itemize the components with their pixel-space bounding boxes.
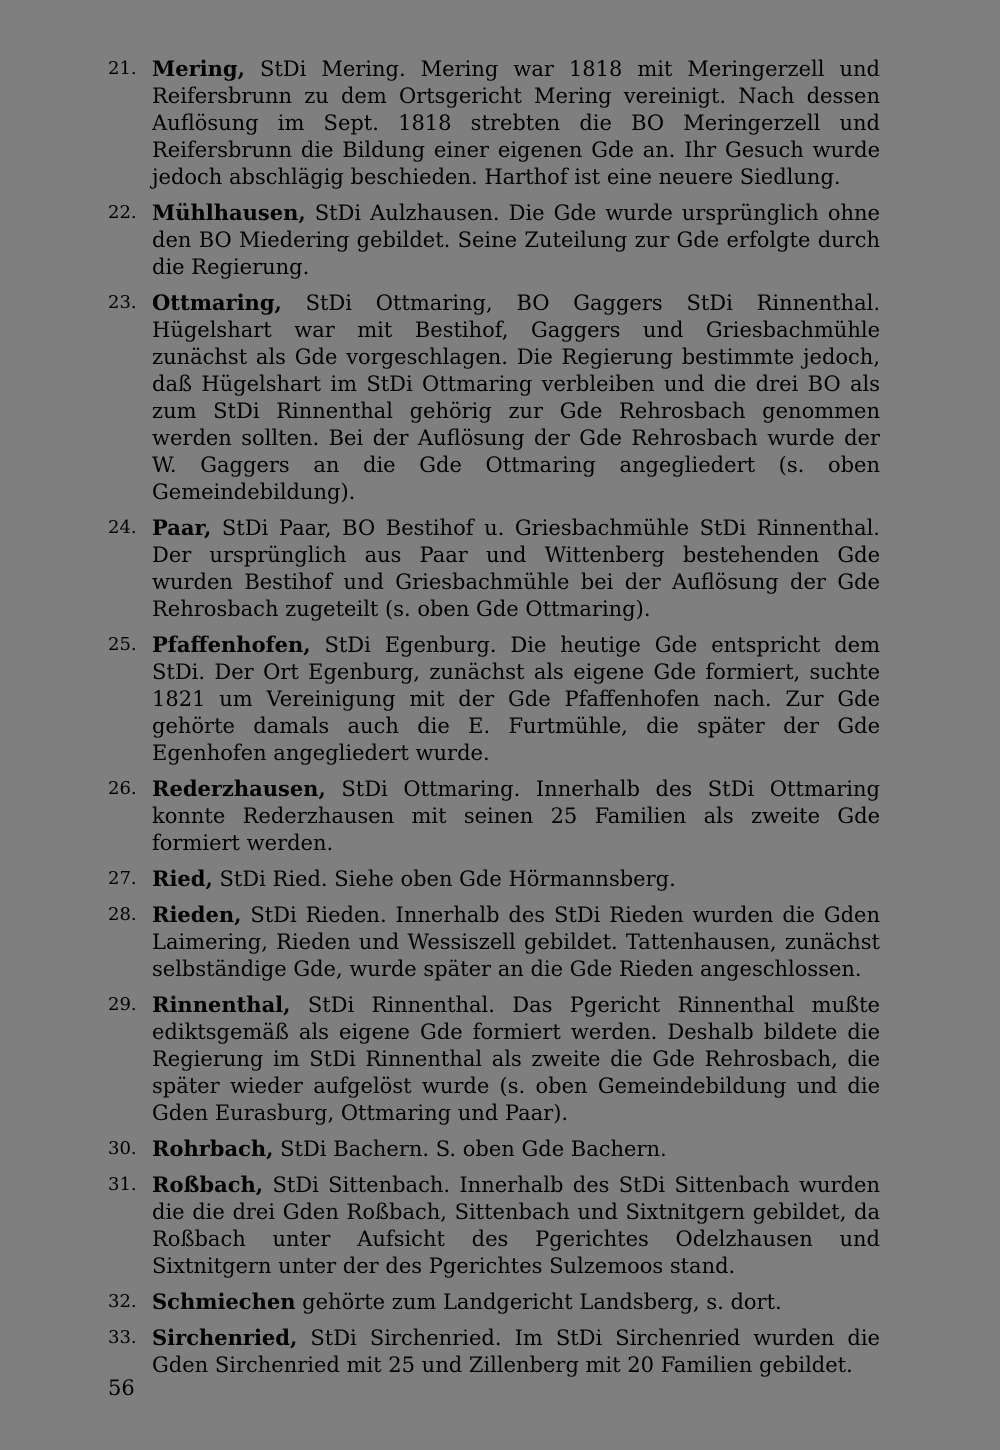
entry-32 xyxy=(108,1288,880,1316)
place-name: Ottmaring, xyxy=(152,290,282,315)
entry-27 xyxy=(108,865,880,893)
entry-text: StDi Aulzhausen. Die Gde wurde ursprünglich ohne den BO Miedering gebildet. Seine Zuteilung zur Gde erfolgte durch die Regierung. xyxy=(152,201,880,279)
entry-number: 25. xyxy=(108,634,137,655)
entry-33 xyxy=(108,1324,880,1379)
entry-number: 27. xyxy=(108,868,137,889)
entry-number: 23. xyxy=(108,292,137,313)
entry-number: 29. xyxy=(108,994,137,1015)
place-name: Sirchenried, xyxy=(152,1325,298,1350)
place-name: Mühlhausen, xyxy=(152,200,306,225)
entry-text: gehörte zum Landgericht Landsberg, s. dort. xyxy=(302,1290,782,1314)
place-name: Rinnenthal, xyxy=(152,992,291,1017)
entry-list xyxy=(108,55,880,1387)
entry-text: StDi Ottmaring. Innerhalb des StDi Ottmaring konnte Rederzhausen mit seinen 25 Familien als zweite Gde formiert werden. xyxy=(152,777,880,855)
entry-30 xyxy=(108,1135,880,1163)
entry-text: StDi Rinnenthal. Das Pgericht Rinnenthal mußte ediktsgemäß als eigene Gde formiert werden. Deshalb bildete die Regierung im StDi Rinnenthal als zweite die Gde Rehrosbach, die später wieder aufgelöst wurde (s. oben Gemeindebildung und die Gden Eurasburg, Ottmaring und Paar). xyxy=(152,993,880,1125)
entry-26 xyxy=(108,775,880,857)
entry-text: StDi Mering. Mering war 1818 mit Meringerzell und Reifersbrunn zu dem Ortsgericht Mering vereinigt. Nach dessen Auflösung im Sept. 1818 strebten die BO Meringerzell und Reifersbrunn die Bildung einer eigenen Gde an. Ihr Gesuch wurde jedoch abschlägig beschieden. Harthof ist eine neuere Siedlung. xyxy=(152,57,880,189)
entry-text: StDi Sirchenried. Im StDi Sirchenried wurden die Gden Sirchenried mit 25 und Zillenberg mit 20 Familien gebildet. xyxy=(152,1326,880,1377)
entry-23 xyxy=(108,289,880,506)
entry-31 xyxy=(108,1171,880,1280)
entry-number: 33. xyxy=(108,1327,137,1348)
entry-text: StDi Ottmaring, BO Gaggers StDi Rinnenthal. Hügelshart war mit Bestihof, Gaggers und Griesbachmühle zunächst als Gde vorgeschlagen. Die Regierung bestimmte jedoch, daß Hügelshart im StDi Ottmaring verbleiben und die drei BO als zum StDi Rinnenthal gehörig zur Gde Rehrosbach genommen werden sollten. Bei der Auflösung der Gde Rehrosbach wurde der W. Gaggers an die Gde Ottmaring angegliedert (s. oben Gemeindebildung). xyxy=(152,291,880,504)
entry-number: 22. xyxy=(108,202,137,223)
entry-number: 26. xyxy=(108,778,137,799)
place-name: Rieden, xyxy=(152,902,242,927)
entry-number: 32. xyxy=(108,1291,137,1312)
page-number: 56 xyxy=(108,1376,135,1400)
place-name: Ried, xyxy=(152,866,213,891)
place-name: Rederzhausen, xyxy=(152,776,326,801)
entry-number: 24. xyxy=(108,517,137,538)
entry-text: StDi Ried. Siehe oben Gde Hörmannsberg. xyxy=(219,867,676,891)
place-name: Rohrbach, xyxy=(152,1136,274,1161)
entry-number: 30. xyxy=(108,1138,137,1159)
place-name: Roßbach, xyxy=(152,1172,264,1197)
entry-text: StDi Egenburg. Die heutige Gde entspricht dem StDi. Der Ort Egenburg, zunächst als eigene Gde formiert, suchte 1821 um Vereinigung mit der Gde Pfaffenhofen nach. Zur Gde gehörte damals auch die E. Furtmühle, die später der Gde Egenhofen angegliedert wurde. xyxy=(152,633,880,765)
entry-text: StDi Sittenbach. Innerhalb des StDi Sittenbach wurden die die drei Gden Roßbach, Sittenbach und Sixtnitgern gebildet, da Roßbach unter Aufsicht des Pgerichtes Odelzhausen und Sixtnitgern unter der des Pgerichtes Sulzemoos stand. xyxy=(152,1173,880,1278)
entry-number: 28. xyxy=(108,904,137,925)
entry-text: StDi Bachern. S. oben Gde Bachern. xyxy=(280,1137,667,1161)
entry-text: StDi Paar, BO Bestihof u. Griesbachmühle StDi Rinnenthal. Der ursprünglich aus Paar und Wittenberg bestehenden Gde wurden Bestihof und Griesbachmühle bei der Auflösung der Gde Rehrosbach zugeteilt (s. oben Gde Ottmaring). xyxy=(152,516,880,621)
place-name: Pfaffenhofen, xyxy=(152,632,311,657)
entry-24 xyxy=(108,514,880,623)
place-name: Paar, xyxy=(152,515,212,540)
entry-22 xyxy=(108,199,880,281)
place-name: Schmiechen xyxy=(152,1289,296,1314)
entry-number: 21. xyxy=(108,58,137,79)
place-name: Mering, xyxy=(152,56,245,81)
entry-text: StDi Rieden. Innerhalb des StDi Rieden wurden die Gden Laimering, Rieden und Wessiszell gebildet. Tattenhausen, zunächst selbständige Gde, wurde später an die Gde Rieden angeschlossen. xyxy=(152,903,880,981)
entry-28 xyxy=(108,901,880,983)
entry-25 xyxy=(108,631,880,767)
entry-number: 31. xyxy=(108,1174,137,1195)
entry-21 xyxy=(108,55,880,191)
entry-29 xyxy=(108,991,880,1127)
